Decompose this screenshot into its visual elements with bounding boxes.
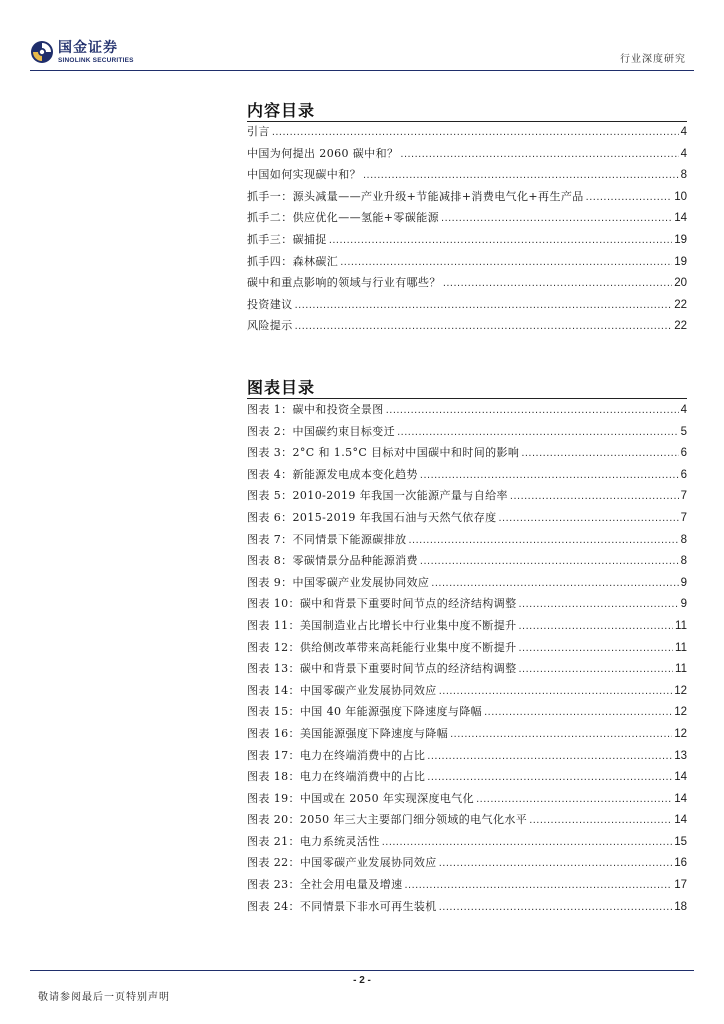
figure-entry-title: 图表 22：中国零碳产业发展协同效应 [247,856,437,870]
footer-disclaimer: 敬请参阅最后一页特别声明 [38,992,170,1003]
toc-entry-title: 抓手二：供应优化——氢能+零碳能源 [247,211,440,225]
figure-entry[interactable] [247,533,687,555]
toc-entry-page-number: 20 [674,277,687,290]
figure-entry-page-number: 9 [680,598,687,611]
toc-entry-title: 引言 [247,125,270,138]
figure-entry-title: 图表 3：2°C 和 1.5°C 目标对中国碳中和时间的影响 [247,446,520,460]
figure-entry-page-number: 6 [680,468,687,481]
figure-entry[interactable] [247,489,687,511]
figure-entry[interactable] [247,684,687,706]
figure-entry[interactable] [247,511,687,533]
toc-entry[interactable] [247,233,687,255]
figure-entry-page-number: 14 [674,814,687,827]
dot-leader [340,255,672,269]
figure-entry-title: 图表 24：不同情景下非水可再生装机 [247,899,437,913]
figure-entry-page-number: 15 [674,835,687,848]
figure-entry-page-number: 5 [680,425,687,438]
dot-leader [443,276,672,290]
figure-entry-title: 图表 15：中国 40 年能源强度下降速度与降幅 [247,705,483,719]
page-number: - 2 - [353,975,371,986]
figure-entry-title: 图表 6：2015-2019 年我国石油与天然气依存度 [247,510,497,524]
toc-entry[interactable] [247,211,687,233]
dot-leader [439,684,673,698]
dot-leader [439,900,673,914]
toc-entry[interactable] [247,168,687,190]
figure-entry-title: 图表 20：2050 年三大主要部门细分领域的电气化水平 [247,813,528,827]
dot-leader [295,319,673,333]
dot-leader [441,211,672,225]
figure-entry[interactable] [247,619,687,641]
figure-entry-page-number: 7 [680,490,687,503]
figure-entry[interactable] [247,554,687,576]
logo-chinese-name: 国金证券 [58,40,118,56]
dot-leader [382,835,673,849]
toc-entry-title: 抓手四：森林碳汇 [247,254,339,268]
figure-entry-title: 图表 10：碳中和背景下重要时间节点的经济结构调整 [247,597,517,611]
dot-leader [519,619,674,633]
figure-entry[interactable] [247,641,687,663]
figure-entry-page-number: 7 [680,511,687,524]
figure-entry-page-number: 14 [674,771,687,784]
figure-entry-page-number: 12 [674,727,687,740]
figure-entry-page-number: 4 [680,404,687,416]
figure-entry-title: 图表 17：电力在终端消费中的占比 [247,748,426,762]
figure-entry[interactable] [247,792,687,814]
figure-entry-title: 图表 23：全社会用电量及增速 [247,878,403,892]
figure-entry-title: 图表 16：美国能源强度下降速度与降幅 [247,726,449,740]
dot-leader [510,489,679,503]
figure-entry-page-number: 6 [680,447,687,460]
dot-leader [519,662,674,676]
figures-title-divider [247,398,687,399]
company-logo [30,40,160,70]
figure-entry[interactable] [247,425,687,447]
dot-leader [420,554,679,568]
toc-entry-title: 中国如何实现碳中和？ [247,168,361,182]
dot-leader [409,533,679,547]
contents-title-divider [247,121,687,122]
figures-list [247,403,687,921]
toc-entry[interactable] [247,298,687,320]
toc-entry[interactable] [247,319,687,341]
dot-leader [397,425,678,439]
figure-entry-title: 图表 5：2010-2019 年我国一次能源产量与自给率 [247,489,508,503]
dot-leader [400,147,678,161]
dot-leader [529,813,672,827]
figure-entry-title: 图表 12：供给侧改革带来高耗能行业集中度不断提升 [247,640,517,654]
dot-leader [405,878,673,892]
dot-leader [420,468,679,482]
dot-leader [431,576,678,590]
contents-title: 内容目录 [247,101,316,120]
figure-entry[interactable] [247,468,687,490]
figure-entry-title: 图表 7：不同情景下能源碳排放 [247,532,407,546]
header-divider [30,70,694,71]
toc-entry-page-number: 19 [674,233,687,246]
figure-entry[interactable] [247,835,687,857]
figure-entry[interactable] [247,813,687,835]
toc-entry-title: 碳中和重点影响的领域与行业有哪些？ [247,276,441,290]
toc-entry-page-number: 8 [680,169,687,182]
figure-entry-page-number: 14 [674,792,687,805]
figure-entry-page-number: 8 [680,533,687,546]
figure-entry-page-number: 11 [675,641,687,654]
figure-entry-page-number: 17 [674,879,687,892]
toc-entry-page-number: 4 [680,126,687,138]
dot-leader [439,856,673,870]
figure-entry[interactable] [247,403,687,425]
figure-entry-page-number: 13 [674,749,687,762]
figure-entry-page-number: 8 [680,555,687,568]
toc-entry-title: 抓手三：碳捕捉 [247,232,327,246]
figure-entry[interactable] [247,770,687,792]
figure-entry[interactable] [247,662,687,684]
toc-entry-page-number: 22 [674,298,687,311]
figure-entry-page-number: 11 [675,619,687,632]
figure-entry[interactable] [247,727,687,749]
toc-entry-page-number: 19 [674,255,687,268]
dot-leader [295,298,673,312]
toc-entry-title: 中国为何提出 2060 碳中和？ [247,146,399,160]
figures-title: 图表目录 [247,378,316,397]
contents-list [247,125,687,341]
report-type-label: 行业深度研究 [620,54,686,65]
figure-entry-title: 图表 19：中国或在 2050 年实现深度电气化 [247,791,475,805]
page-header [0,0,724,76]
figure-entry-title: 图表 18：电力在终端消费中的占比 [247,770,426,784]
figure-entry[interactable] [247,856,687,878]
dot-leader [476,792,672,806]
toc-entry[interactable] [247,147,687,169]
figure-entry[interactable] [247,749,687,771]
figure-entry-title: 图表 11：美国制造业占比增长中行业集中度不断提升 [247,618,517,632]
dot-leader [386,403,679,417]
dot-leader [519,641,674,655]
figure-entry[interactable] [247,900,687,922]
figure-entry-page-number: 9 [680,576,687,589]
figure-entry-title: 图表 9：中国零碳产业发展协同效应 [247,575,430,589]
figure-entry-page-number: 12 [674,706,687,719]
figure-entry[interactable] [247,597,687,619]
footer-divider [30,970,694,971]
toc-entry-title: 投资建议 [247,297,293,311]
figure-entry-page-number: 18 [674,900,687,913]
figure-entry-title: 图表 21：电力系统灵活性 [247,834,380,848]
dot-leader [484,705,672,719]
figure-entry[interactable] [247,705,687,727]
figure-entry-page-number: 12 [674,684,687,697]
toc-entry-page-number: 10 [674,190,687,203]
toc-entry-page-number: 22 [674,320,687,333]
figure-entry-page-number: 11 [675,663,687,676]
dot-leader [427,749,672,763]
toc-entry-page-number: 4 [680,147,687,160]
dot-leader [272,125,679,139]
logo-english-name: SINOLINK SECURITIES [58,57,134,64]
dot-leader [450,727,672,741]
toc-entry[interactable] [247,190,687,212]
toc-entry-title: 风险提示 [247,319,293,333]
sinolink-logo-icon [30,40,54,64]
toc-entry[interactable] [247,255,687,277]
dot-leader [329,233,672,247]
dot-leader [499,511,679,525]
dot-leader [519,597,679,611]
dot-leader [521,446,678,460]
figure-entry-page-number: 16 [674,857,687,870]
figure-entry[interactable] [247,576,687,598]
dot-leader [363,168,679,182]
figure-entry[interactable] [247,446,687,468]
figure-entry-title: 图表 1：碳中和投资全景图 [247,403,384,416]
dot-leader [586,190,673,204]
figure-entry[interactable] [247,878,687,900]
figure-entry-title: 图表 2：中国碳约束目标变迁 [247,424,396,438]
toc-entry-page-number: 14 [674,212,687,225]
figure-entry-title: 图表 13：碳中和背景下重要时间节点的经济结构调整 [247,662,517,676]
figure-entry-title: 图表 8：零碳情景分品种能源消费 [247,554,418,568]
toc-entry-title: 抓手一：源头减量——产业升级+节能减排+消费电气化+再生产品 [247,189,584,203]
figure-entry-title: 图表 4：新能源发电成本变化趋势 [247,467,418,481]
figure-entry-title: 图表 14：中国零碳产业发展协同效应 [247,683,437,697]
toc-entry[interactable] [247,276,687,298]
dot-leader [427,770,672,784]
toc-entry[interactable] [247,125,687,147]
